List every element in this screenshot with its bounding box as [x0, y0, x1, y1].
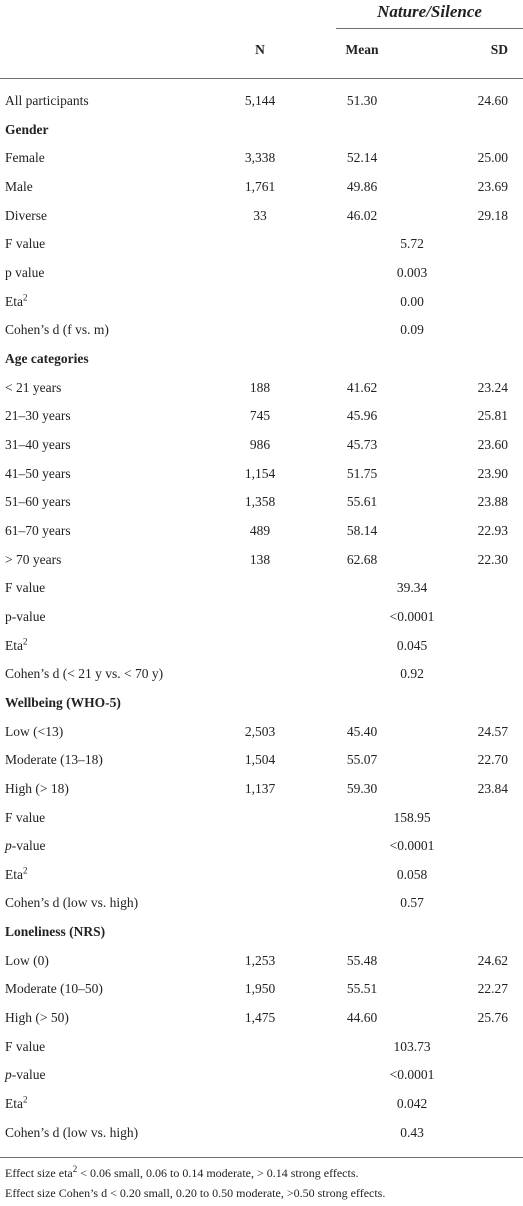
table-row	[0, 91, 523, 111]
cell-statistic: 0.43	[400, 1125, 424, 1140]
table-row	[0, 320, 523, 340]
column-header-row	[0, 40, 523, 60]
row-label-italic: p	[5, 1067, 12, 1082]
row-label	[5, 292, 28, 312]
cell-n: 1,137	[244, 781, 276, 796]
row-label-text: Cohen’s d (low vs. high)	[5, 1125, 139, 1140]
cell-n: 2,503	[244, 724, 276, 739]
cell-sd: 22.30	[477, 552, 508, 567]
cell-statistic: <0.0001	[389, 1067, 435, 1082]
table-row	[0, 406, 523, 426]
row-label-superscript: 2	[23, 1094, 28, 1105]
cell-sd: 23.84	[477, 781, 508, 796]
cell-mean: 45.73	[346, 437, 378, 452]
table-row	[0, 1065, 523, 1085]
cell-n: 188	[249, 380, 271, 395]
cell-sd: 23.24	[477, 380, 508, 395]
cell-mean: 51.75	[346, 466, 378, 481]
cell-mean: 59.30	[346, 781, 378, 796]
row-label	[5, 578, 45, 598]
section-title: Gender	[5, 122, 49, 137]
header-bottom-rule	[0, 78, 523, 79]
section-header-row	[0, 922, 523, 942]
cell-sd: 25.81	[477, 408, 508, 423]
row-label-italic: p	[5, 838, 12, 853]
cell-mean: 55.48	[346, 953, 378, 968]
cell-mean: 45.40	[346, 724, 378, 739]
cell-n: 33	[253, 208, 267, 223]
cell-sd: 23.69	[477, 179, 508, 194]
row-label-text: Moderate (10–50)	[5, 981, 103, 996]
group-header-rule	[336, 28, 523, 29]
table-row	[0, 664, 523, 684]
table-row	[0, 808, 523, 828]
table-row	[0, 1037, 523, 1057]
table-footnotes	[5, 1163, 385, 1203]
cell-mean: 55.61	[346, 494, 378, 509]
col-header-sd: SD	[490, 42, 508, 57]
row-label	[5, 636, 28, 656]
row-label	[5, 435, 71, 455]
cell-n: 1,504	[244, 752, 276, 767]
row-label	[5, 722, 63, 742]
cell-mean: 41.62	[346, 380, 378, 395]
table-row	[0, 779, 523, 799]
section-title: Age categories	[5, 351, 89, 366]
cell-statistic: 39.34	[396, 580, 428, 595]
row-label	[5, 263, 44, 283]
row-label	[5, 234, 45, 254]
row-label	[5, 951, 49, 971]
row-label-text: Cohen’s d (< 21 y vs. < 70 y)	[5, 666, 164, 681]
cell-mean: 44.60	[346, 1010, 378, 1025]
table-row	[0, 951, 523, 971]
cell-statistic: 5.72	[400, 236, 424, 251]
row-label-text: 31–40 years	[5, 437, 71, 452]
cell-sd: 25.00	[477, 150, 508, 165]
group-header-nature-silence: Nature/Silence	[377, 2, 482, 21]
row-label-text: Male	[5, 179, 33, 194]
cell-sd: 22.70	[477, 752, 508, 767]
cell-sd: 29.18	[477, 208, 508, 223]
cell-mean: 45.96	[346, 408, 378, 423]
cell-sd: 23.88	[477, 494, 508, 509]
row-label	[5, 492, 71, 512]
row-label-text: High (> 50)	[5, 1010, 69, 1025]
row-label-text: Cohen’s d (f vs. m)	[5, 322, 109, 337]
section-title: Loneliness (NRS)	[5, 924, 106, 939]
cell-n: 138	[249, 552, 271, 567]
cell-sd: 22.93	[477, 523, 508, 538]
table-row	[0, 607, 523, 627]
cell-statistic: 0.058	[396, 867, 428, 882]
table-row	[0, 263, 523, 283]
cell-sd: 23.60	[477, 437, 508, 452]
row-label-text: p-value	[5, 609, 46, 624]
cell-statistic: <0.0001	[389, 838, 435, 853]
table-row	[0, 292, 523, 312]
cell-mean: 46.02	[346, 208, 378, 223]
table-bottom-rule	[0, 1157, 523, 1158]
row-label	[5, 320, 109, 340]
row-label	[5, 979, 103, 999]
cell-statistic: 0.042	[396, 1096, 428, 1111]
cell-statistic: 0.045	[396, 638, 428, 653]
row-label	[5, 808, 45, 828]
row-label-text: -value	[11, 1067, 46, 1082]
footnote-cohens-d: Effect size Cohen’s d < 0.20 small, 0.20 to 0.50 moderate, >0.50 strong effects.	[5, 1186, 386, 1200]
row-label	[5, 378, 61, 398]
cell-n: 1,761	[244, 179, 276, 194]
footnote-eta: Effect size eta$^2$ < 0.06 small, 0.06 to 0.14 moderate, > 0.14 strong effects.	[5, 1164, 359, 1180]
cell-mean: 49.86	[346, 179, 378, 194]
section-header-row	[0, 349, 523, 369]
row-label	[5, 750, 103, 770]
row-label-text: 21–30 years	[5, 408, 71, 423]
cell-mean: 58.14	[346, 523, 378, 538]
cell-statistic: <0.0001	[389, 609, 435, 624]
table-row	[0, 521, 523, 541]
section-header-row	[0, 120, 523, 140]
row-label	[5, 836, 45, 856]
cell-n: 1,475	[244, 1010, 276, 1025]
row-label	[5, 1037, 45, 1057]
row-label-superscript: 2	[23, 865, 28, 876]
table-row	[0, 578, 523, 598]
table-row	[0, 1008, 523, 1028]
table-row	[0, 550, 523, 570]
row-label-text: Eta	[5, 638, 23, 653]
table-row	[0, 865, 523, 885]
row-label	[5, 550, 61, 570]
row-label	[5, 1065, 45, 1085]
cell-n: 1,950	[244, 981, 276, 996]
row-label	[5, 607, 45, 627]
cell-sd: 22.27	[477, 981, 508, 996]
section-header-row	[0, 693, 523, 713]
cell-sd: 24.62	[477, 953, 508, 968]
row-label-text: Eta	[5, 294, 23, 309]
table-row	[0, 893, 523, 913]
row-label	[5, 893, 138, 913]
cell-n: 489	[249, 523, 271, 538]
row-label	[5, 664, 163, 684]
table-row	[0, 234, 523, 254]
table-row	[0, 464, 523, 484]
table-row	[0, 177, 523, 197]
row-label	[5, 1123, 138, 1143]
row-label	[5, 91, 89, 111]
row-label-text: -value	[11, 838, 46, 853]
table-row	[0, 492, 523, 512]
section-title: Wellbeing (WHO-5)	[5, 695, 121, 710]
row-label-text: All participants	[5, 93, 89, 108]
cell-statistic: 158.95	[393, 810, 431, 825]
cell-statistic: 103.73	[393, 1039, 431, 1054]
table-row	[0, 148, 523, 168]
row-label-text: F value	[5, 580, 46, 595]
table-row	[0, 836, 523, 856]
row-label-text: F value	[5, 810, 46, 825]
row-label-text: F value	[5, 1039, 46, 1054]
col-header-n: N	[255, 42, 265, 57]
row-label-text: Moderate (13–18)	[5, 752, 103, 767]
cell-mean: 55.07	[346, 752, 378, 767]
cell-sd: 24.60	[477, 93, 508, 108]
cell-n: 1,154	[244, 466, 276, 481]
row-label-text: Cohen’s d (low vs. high)	[5, 895, 139, 910]
row-label-text: Diverse	[5, 208, 47, 223]
row-label-text: 41–50 years	[5, 466, 71, 481]
cell-statistic: 0.92	[400, 666, 424, 681]
cell-mean: 62.68	[346, 552, 378, 567]
row-label	[5, 1094, 28, 1114]
table-row	[0, 206, 523, 226]
row-label-text: High (> 18)	[5, 781, 69, 796]
cell-n: 1,358	[244, 494, 276, 509]
table-row	[0, 722, 523, 742]
row-label-superscript: 2	[23, 292, 28, 303]
row-label-text: 51–60 years	[5, 494, 71, 509]
row-label-text: F value	[5, 236, 46, 251]
table-row	[0, 979, 523, 999]
row-label	[5, 521, 71, 541]
row-label	[5, 177, 33, 197]
table-row	[0, 435, 523, 455]
row-label	[5, 406, 71, 426]
col-header-mean: Mean	[345, 42, 379, 57]
cell-n: 986	[249, 437, 271, 452]
cell-mean: 51.30	[346, 93, 378, 108]
row-label	[5, 779, 69, 799]
table-row	[0, 636, 523, 656]
row-label	[5, 206, 47, 226]
cell-mean: 52.14	[346, 150, 378, 165]
row-label	[5, 464, 71, 484]
row-label-text: p value	[5, 265, 45, 280]
table-row	[0, 750, 523, 770]
cell-n: 1,253	[244, 953, 276, 968]
cell-n: 745	[249, 408, 271, 423]
row-label-text: Eta	[5, 867, 23, 882]
cell-sd: 23.90	[477, 466, 508, 481]
row-label-text: Low (0)	[5, 953, 49, 968]
row-label-superscript: 2	[23, 636, 28, 647]
cell-n: 5,144	[244, 93, 276, 108]
cell-statistic: 0.57	[400, 895, 424, 910]
table-row	[0, 1123, 523, 1143]
cell-n: 3,338	[244, 150, 276, 165]
row-label	[5, 148, 45, 168]
cell-mean: 55.51	[346, 981, 378, 996]
cell-statistic: 0.09	[400, 322, 424, 337]
table-row	[0, 378, 523, 398]
table-row	[0, 1094, 523, 1114]
row-label-text: Eta	[5, 1096, 23, 1111]
cell-sd: 24.57	[477, 724, 508, 739]
row-label-text: Low (<13)	[5, 724, 64, 739]
row-label-text: 61–70 years	[5, 523, 71, 538]
cell-sd: 25.76	[477, 1010, 508, 1025]
cell-statistic: 0.003	[396, 265, 428, 280]
cell-statistic: 0.00	[400, 294, 424, 309]
row-label	[5, 1008, 69, 1028]
row-label-text: Female	[5, 150, 45, 165]
row-label-text: > 70 years	[5, 552, 62, 567]
row-label	[5, 865, 28, 885]
row-label-text: < 21 years	[5, 380, 62, 395]
